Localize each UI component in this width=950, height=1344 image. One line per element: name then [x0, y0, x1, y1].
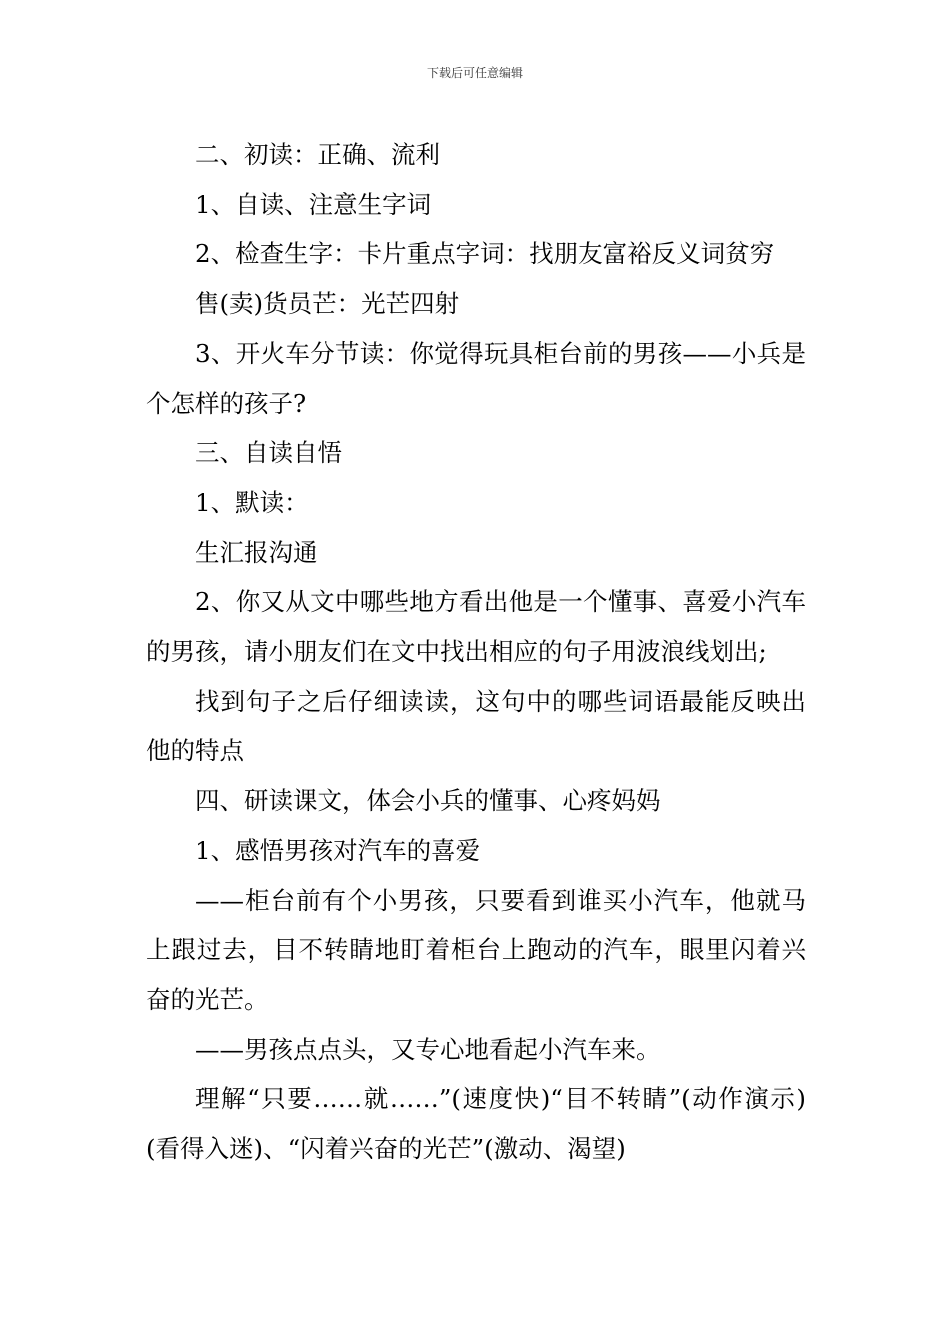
paragraph: 理解“只要……就……”(速度快)“目不转睛”(动作演示)(看得入迷)、“闪着兴奋的光芒”(激动、渴望) [146, 1084, 806, 1164]
paragraph: 生汇报沟通 [195, 537, 318, 567]
paragraph: 二、初读：正确、流利 [195, 140, 440, 169]
page-header: 下载后可任意编辑 [426, 66, 523, 80]
paragraph: ——男孩点点头，又专心地看起小汽车来。 [195, 1034, 661, 1064]
paragraph: 四、研读课文，体会小兵的懂事、心疼妈妈 [195, 786, 661, 816]
paragraph: 售(卖)货员芒：光芒四射 [195, 289, 460, 319]
paragraph: 找到句子之后仔细读读，这句中的哪些词语最能反映出他的特点 [146, 686, 806, 766]
paragraph: 1、自读、注意生字词 [195, 189, 432, 219]
paragraph: 三、自读自悟 [195, 438, 342, 468]
document-body [146, 130, 806, 1174]
paragraph: 2、检查生字：卡片重点字词：找朋友富裕反义词贫穷 [195, 239, 775, 269]
paragraph: 3、开火车分节读：你觉得玩具柜台前的男孩——小兵是个怎样的孩子? [146, 338, 806, 418]
paragraph: 2、你又从文中哪些地方看出他是一个懂事、喜爱小汽车的男孩，请小朋友们在文中找出相应的句子用波浪线划出; [146, 587, 806, 667]
paragraph: ——柜台前有个小男孩，只要看到谁买小汽车，他就马上跟过去，目不转睛地盯着柜台上跑动的汽车，眼里闪着兴奋的光芒。 [146, 885, 806, 1014]
paragraph: 1、默读： [195, 487, 309, 517]
paragraph: 1、感悟男孩对汽车的喜爱 [195, 835, 481, 865]
